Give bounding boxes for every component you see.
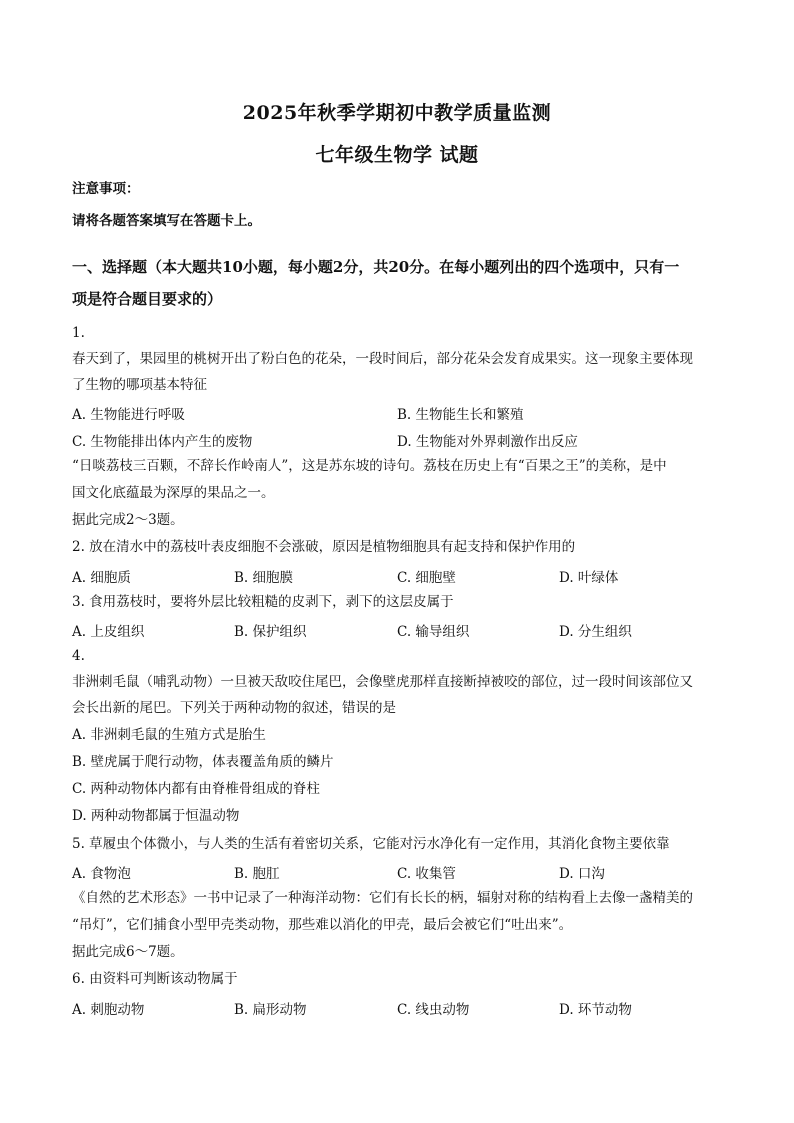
q6-option-a[interactable]: A. 刺胞动物	[72, 1002, 145, 1018]
q2-option-a[interactable]: A. 细胞质	[72, 570, 131, 586]
q1-option-d[interactable]: D. 生物能对外界刺激作出反应	[397, 434, 578, 450]
q1-options-row2	[72, 430, 722, 448]
q2-option-b[interactable]: B. 细胞膜	[234, 570, 294, 586]
q1-stem-line1: 春天到了，果园里的桃树开出了粉白色的花朵，一段时间后，部分花朵会发育成果实。这一现象主要体现	[72, 351, 693, 367]
q5-options	[72, 862, 722, 880]
q4-option-a[interactable]: A. 非洲刺毛鼠的生殖方式是胎生	[72, 727, 266, 743]
q2-options	[72, 566, 722, 584]
notice-label: 注意事项：	[72, 181, 140, 197]
exam-title: 2025年秋季学期初中教学质量监测	[242, 102, 552, 124]
section-heading-line2: 项是符合题目要求的）	[72, 290, 223, 308]
q4-option-b[interactable]: B. 壁虎属于爬行动物，体表覆盖角质的鳞片	[72, 754, 334, 770]
section-heading-line1: 一、选择题（本大题共10小题，每小题2分，共20分。在每小题列出的四个选项中，只有一	[72, 258, 680, 276]
exam-subtitle: 七年级生物学 试题	[315, 144, 479, 166]
q5-stem: 5. 草履虫个体微小，与人类的生活有着密切关系，它能对污水净化有一定作用，其消化食物主要依靠	[72, 836, 670, 852]
q1-options-row1	[72, 403, 722, 421]
q1-option-c[interactable]: C. 生物能排出体内产生的废物	[72, 434, 253, 450]
material2-line1: 《自然的艺术形态》一书中记录了一种海洋动物：它们有长长的柄，辐射对称的结构看上去像一盏精美的	[72, 890, 693, 906]
q4-stem-line2: 会长出新的尾巴。下列关于两种动物的叙述，错误的是	[72, 700, 396, 716]
q1-stem-line2: 了生物的哪项基本特征	[72, 377, 207, 393]
q3-stem: 3. 食用荔枝时，要将外层比较粗糙的皮剥下，剥下的这层皮属于	[72, 594, 454, 610]
q4-option-c[interactable]: C. 两种动物体内都有由脊椎骨组成的脊柱	[72, 781, 320, 797]
q2-stem: 2. 放在清水中的荔枝叶表皮细胞不会涨破，原因是植物细胞具有起支持和保护作用的	[72, 539, 576, 555]
q4-number: 4.	[72, 648, 85, 664]
q3-option-a[interactable]: A. 上皮组织	[72, 624, 145, 640]
q3-options	[72, 620, 722, 638]
q3-option-b[interactable]: B. 保护组织	[234, 624, 307, 640]
q6-option-b[interactable]: B. 扁形动物	[234, 1002, 307, 1018]
material2-line2: “吊灯”，它们捕食小型甲壳类动物，那些难以消化的甲壳，最后会被它们“吐出来”。	[72, 917, 573, 933]
q1-option-a[interactable]: A. 生物能进行呼吸	[72, 407, 185, 423]
q6-options	[72, 998, 722, 1016]
q6-option-c[interactable]: C. 线虫动物	[397, 1002, 470, 1018]
q5-option-d[interactable]: D. 口沟	[559, 866, 605, 882]
material1-line1: “日啖荔枝三百颗，不辞长作岭南人”，这是苏东坡的诗句。荔枝在历史上有“百果之王”的美称，是中	[72, 458, 667, 474]
q6-stem: 6. 由资料可判断该动物属于	[72, 971, 238, 987]
q2-option-d[interactable]: D. 叶绿体	[559, 570, 619, 586]
notice-text: 请将各题答案填写在答题卡上。	[72, 213, 261, 229]
q5-option-c[interactable]: C. 收集管	[397, 866, 456, 882]
q5-option-a[interactable]: A. 食物泡	[72, 866, 131, 882]
material2-line3: 据此完成6～7题。	[72, 944, 184, 960]
q6-option-d[interactable]: D. 环节动物	[559, 1002, 632, 1018]
material1-line3: 据此完成2～3题。	[72, 512, 184, 528]
q4-option-d[interactable]: D. 两种动物都属于恒温动物	[72, 808, 240, 824]
q4-stem-line1: 非洲刺毛鼠（哺乳动物）一旦被天敌咬住尾巴，会像壁虎那样直接断掉被咬的部位，过一段时间该部位又	[72, 674, 693, 690]
q5-option-b[interactable]: B. 胞肛	[234, 866, 280, 882]
q1-number: 1.	[72, 325, 85, 341]
material1-line2: 国文化底蕴最为深厚的果品之一。	[72, 485, 275, 501]
q3-option-c[interactable]: C. 输导组织	[397, 624, 470, 640]
q2-option-c[interactable]: C. 细胞壁	[397, 570, 456, 586]
q1-option-b[interactable]: B. 生物能生长和繁殖	[397, 407, 524, 423]
q3-option-d[interactable]: D. 分生组织	[559, 624, 632, 640]
